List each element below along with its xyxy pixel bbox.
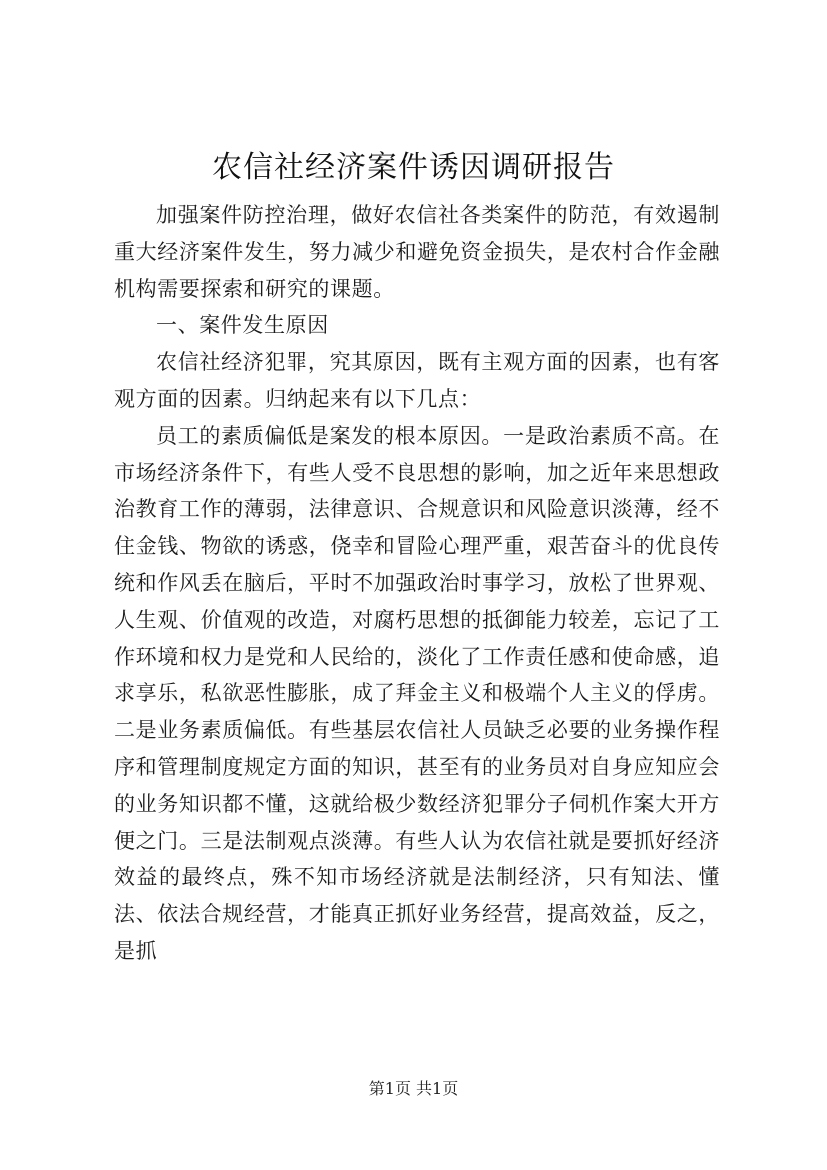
paragraph-causes: 农信社经济犯罪，究其原因，既有主观方面的因素，也有客观方面的因素。归纳起来有以下几点： (114, 350, 720, 411)
page-footer: 第1页 共1页 (368, 1079, 459, 1098)
document-body (114, 197, 720, 970)
paragraph-staff-quality: 员工的素质偏低是案发的根本原因。一是政治素质不高。在市场经济条件下，有些人受不良思想的影响，加之近年来思想政治教育工作的薄弱，法律意识、合规意识和风险意识淡薄，经不住金钱、物欲的诱惑，侥幸和冒险心理严重，艰苦奋斗的优良传统和作风丢在脑后，平时不加强政治时事学习，放松了世界观、人生观、价值观的改造，对腐朽思想的抵御能力较差，忘记了工作环境和权力是党和人民给的，淡化了工作责任感和使命感，追求享乐，私欲恶性膨胀，成了拜金主义和极端个人主义的俘虏。二是业务素质偏低。有些基层农信社人员缺乏必要的业务操作程序和管理制度规定方面的知识，甚至有的业务员对自身应知应会的业务知识都不懂，这就给极少数经济犯罪分子伺机作案大开方便之门。三是法制观点淡薄。有些人认为农信社就是要抓好经济效益的最终点，殊不知市场经济就是法制经济，只有知法、懂法、依法合规经营，才能真正抓好业务经营，提高效益，反之，是抓 (114, 423, 720, 963)
document-title: 农信社经济案件诱因调研报告 (212, 150, 615, 185)
paragraph-intro: 加强案件防控治理，做好农信社各类案件的防范，有效遏制重大经济案件发生，努力减少和避免资金损失，是农村合作金融机构需要探索和研究的课题。 (114, 203, 720, 301)
section-heading: 一、案件发生原因 (156, 313, 329, 338)
